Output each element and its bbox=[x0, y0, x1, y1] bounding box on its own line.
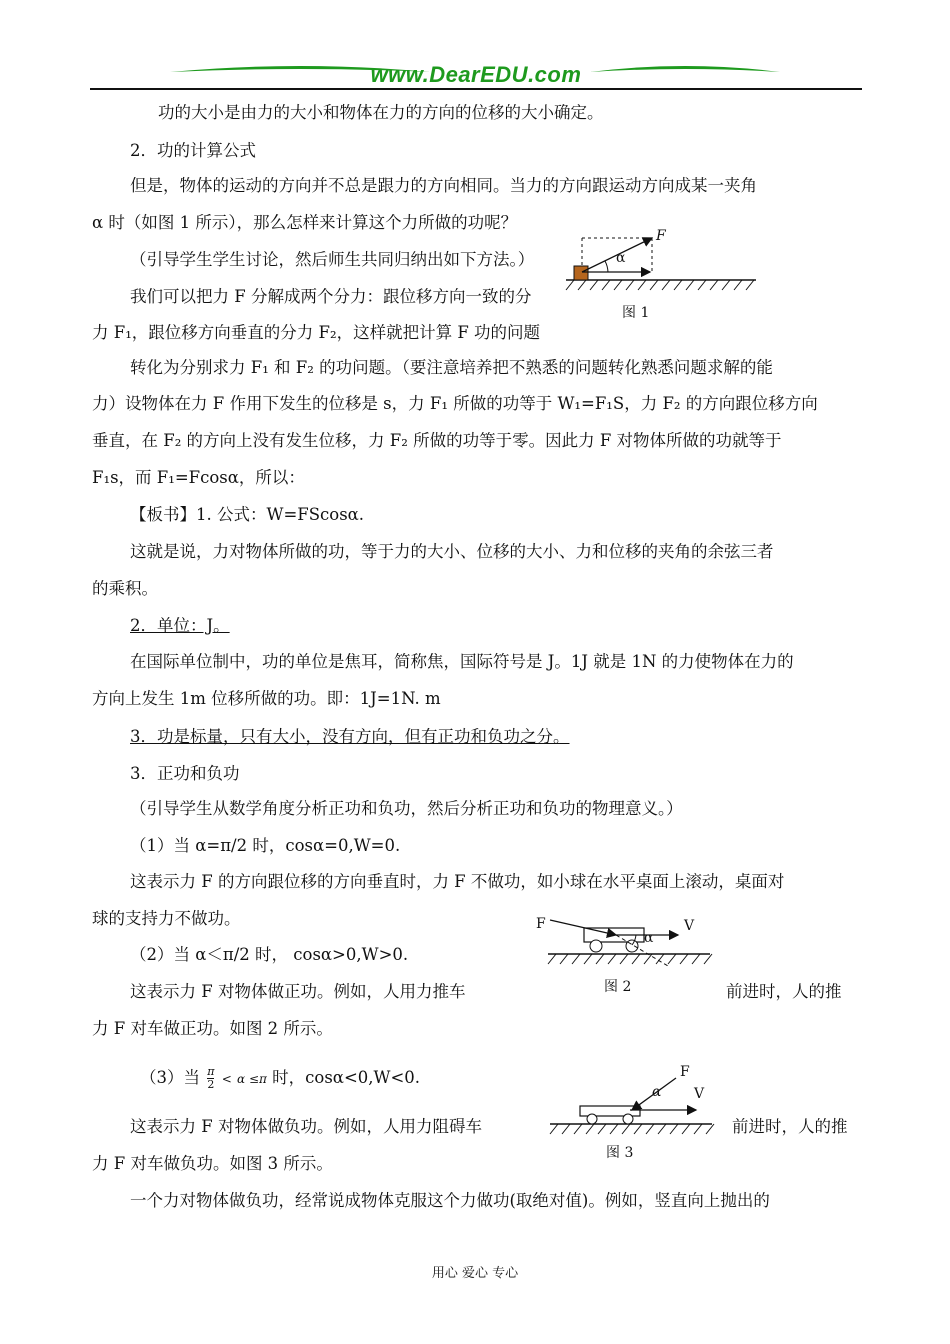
condition-3-rest: 时，cosα<0,W<0. bbox=[272, 1068, 421, 1087]
board-formula: 【板书】1. 公式：W=FScosα. bbox=[130, 505, 365, 524]
text-line: 在国际单位制中，功的单位是焦耳，简称焦，国际符号是 J。1J 就是 1N 的力使物体在力的 bbox=[130, 652, 794, 671]
fraction bbox=[207, 1066, 214, 1091]
force-label: F bbox=[536, 916, 546, 932]
text-line: 方向上发生 1m 位移所做的功。即：1J=1N. m bbox=[92, 689, 441, 708]
header-rule bbox=[90, 88, 862, 90]
text-line: 球的支持力不做功。 bbox=[92, 909, 241, 928]
page-footer: 用心 爱心 专心 bbox=[431, 1266, 519, 1281]
text-line: 但是，物体的运动的方向并不总是跟力的方向相同。当力的方向跟运动方向成某一夹角 bbox=[130, 176, 757, 195]
text-line: 力 F₁，跟位移方向垂直的分力 F₂，这样就把计算 F 功的问题 bbox=[92, 323, 541, 342]
less-than-sign: < bbox=[221, 1072, 232, 1086]
text-line: 力）设物体在力 F 作用下发生的位移是 s，力 F₁ 所做的功等于 W₁=F₁S，力 F₂ 的方向跟位移方向 bbox=[92, 394, 818, 413]
text-line: （引导学生学生讨论，然后师生共同归纳出如下方法。） bbox=[130, 250, 535, 269]
text-line: 这就是说，力对物体所做的功，等于力的大小、位移的大小、力和位移的夹角的余弦三者 bbox=[130, 542, 774, 561]
section-heading: 3．正功和负功 bbox=[130, 764, 240, 783]
page-header bbox=[90, 60, 862, 92]
text-line: 力 F 对车做负功。如图 3 所示。 bbox=[92, 1154, 333, 1173]
figure-1 bbox=[560, 228, 760, 292]
scalar-heading: 3．功是标量，只有大小，没有方向，但有正功和负功之分。 bbox=[130, 727, 570, 746]
figure-2 bbox=[528, 910, 718, 972]
section-heading: 2．功的计算公式 bbox=[130, 141, 256, 160]
figure-2-caption: 图 2 bbox=[604, 979, 632, 995]
text-line: 前进时，人的推 bbox=[726, 982, 842, 1001]
alpha-range: α ≤π bbox=[237, 1072, 267, 1086]
fraction-numerator: π bbox=[207, 1065, 215, 1078]
condition-3 bbox=[140, 1066, 420, 1091]
force-label: F bbox=[680, 1064, 690, 1080]
site-logo: www.DearEDU.com bbox=[370, 62, 582, 87]
figure-1-caption: 图 1 bbox=[622, 305, 650, 321]
text-line: 前进时，人的推 bbox=[732, 1117, 848, 1136]
text-line: α 时（如图 1 所示），那么怎样来计算这个力所做的功呢？ bbox=[92, 213, 518, 232]
text-line: 的乘积。 bbox=[92, 579, 158, 598]
condition-2: （2）当 α＜π/2 时， cosα>0,W>0. bbox=[130, 945, 409, 964]
text-line: 我们可以把力 F 分解成两个分力：跟位移方向一致的分 bbox=[130, 287, 532, 306]
figure-3 bbox=[540, 1064, 720, 1140]
condition-1: （1）当 α=π/2 时，cosα=0,W=0. bbox=[130, 836, 401, 855]
text-line: 这表示力 F 的方向跟位移的方向垂直时，力 F 不做功，如小球在水平桌面上滚动，桌面对 bbox=[130, 872, 785, 891]
text-line: 这表示力 F 对物体做负功。例如，人用力阻碍车 bbox=[130, 1117, 482, 1136]
text-line: 力 F 对车做正功。如图 2 所示。 bbox=[92, 1019, 333, 1038]
text-line: 功的大小是由力的大小和物体在力的方向的位移的大小确定。 bbox=[158, 103, 604, 122]
text-line: 垂直，在 F₂ 的方向上没有发生位移，力 F₂ 所做的功等于零。因此力 F 对物体所做的功就等于 bbox=[92, 431, 782, 450]
text-line: （引导学生从数学角度分析正功和负功，然后分析正功和负功的物理意义。） bbox=[130, 799, 683, 818]
condition-3-prefix: （3）当 bbox=[140, 1068, 200, 1087]
angle-label: α bbox=[616, 250, 626, 266]
velocity-label: V bbox=[684, 918, 695, 934]
text-line: F₁s，而 F₁=Fcosα，所以： bbox=[92, 468, 305, 487]
angle-label: α bbox=[644, 930, 654, 946]
angle-label: α bbox=[652, 1084, 662, 1100]
fraction-denominator: 2 bbox=[207, 1078, 215, 1091]
text-line: 转化为分别求力 F₁ 和 F₂ 的功问题。（要注意培养把不熟悉的问题转化熟悉问题求解的能 bbox=[130, 358, 773, 377]
force-label: F bbox=[656, 228, 666, 244]
figure-3-caption: 图 3 bbox=[606, 1145, 634, 1161]
velocity-label: V bbox=[694, 1086, 705, 1102]
text-line: 这表示力 F 对物体做正功。例如，人用力推车 bbox=[130, 982, 466, 1001]
text-line: 一个力对物体做负功，经常说成物体克服这个力做功(取绝对值)。例如，竖直向上抛出的 bbox=[130, 1191, 770, 1210]
unit-heading: 2．单位：J。 bbox=[130, 616, 230, 635]
figure-3-diagram bbox=[540, 1064, 720, 1140]
